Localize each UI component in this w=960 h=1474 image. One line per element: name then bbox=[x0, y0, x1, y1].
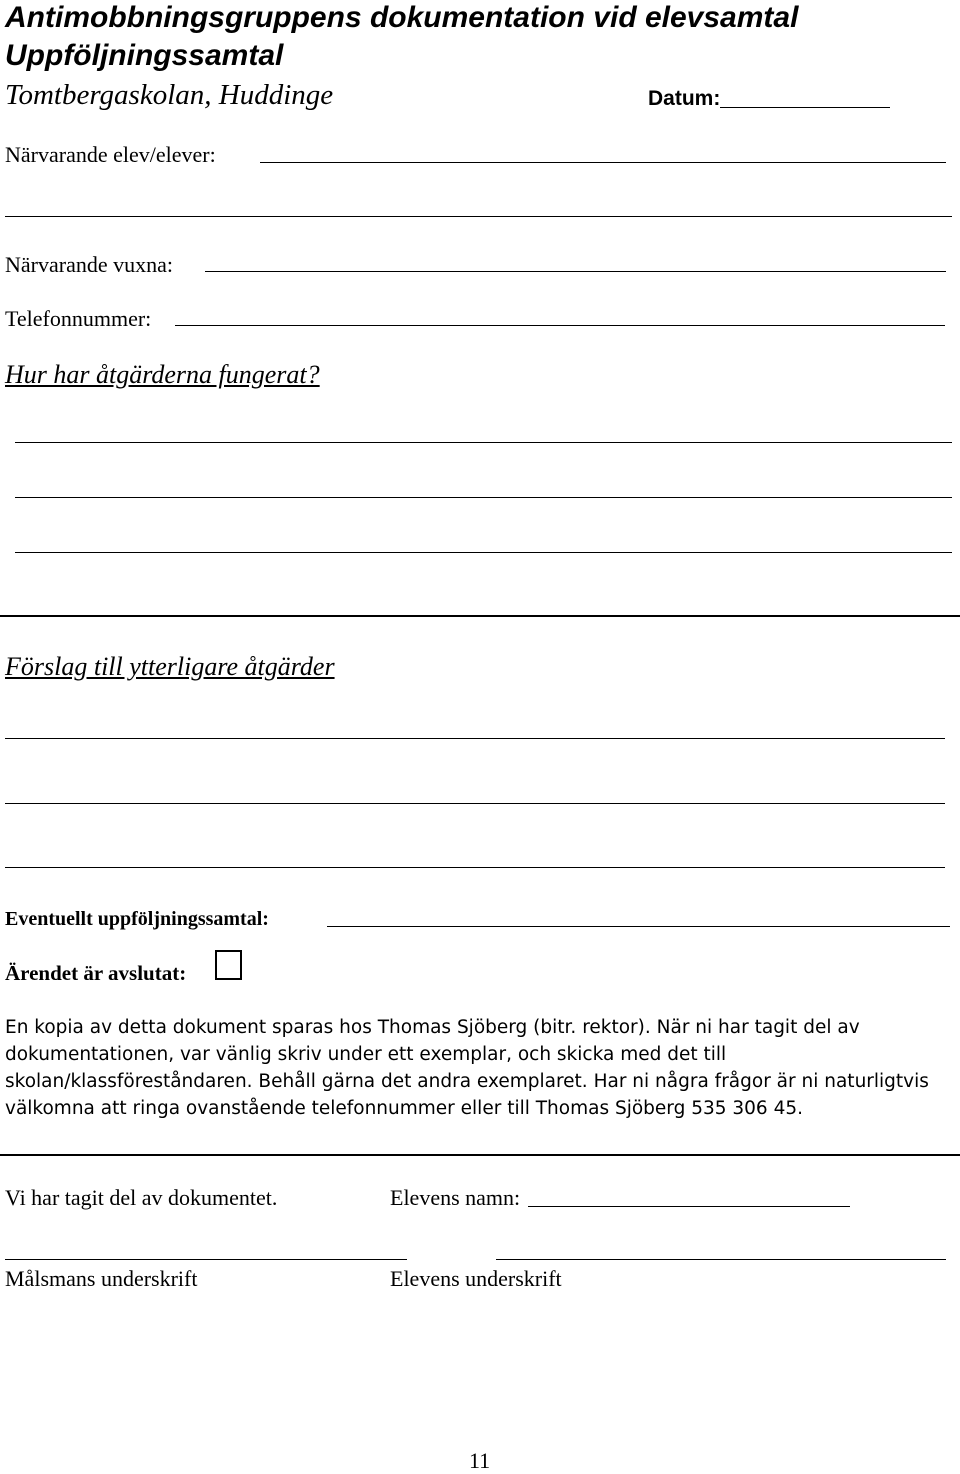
student-name-label: Elevens namn: bbox=[390, 1185, 521, 1210]
student-signature-label: Elevens underskrift bbox=[390, 1266, 562, 1291]
followup-label: Eventuellt uppföljningssamtal: bbox=[5, 908, 269, 930]
phone-label: Telefonnummer: bbox=[5, 306, 152, 331]
suggestions-line-1[interactable] bbox=[5, 738, 945, 739]
case-closed-label: Ärendet är avslutat: bbox=[5, 961, 187, 985]
signature-divider bbox=[0, 1154, 960, 1156]
school-name: Tomtbergaskolan, Huddinge bbox=[5, 79, 334, 111]
case-closed-checkbox[interactable] bbox=[215, 950, 242, 980]
date-label: Datum: bbox=[648, 87, 721, 110]
document-subtitle: Uppföljningssamtal bbox=[5, 39, 284, 72]
phone-field[interactable] bbox=[175, 325, 945, 326]
students-field[interactable] bbox=[260, 162, 946, 163]
info-paragraph: En kopia av detta dokument sparas hos Thomas Sjöberg (bitr. rektor). När ni har tagit del av dokumentationen, var vänlig skriv under ett exemplar, och skicka med det till skolan/klassföreståndaren. Behåll gärna det andra exemplaret. Har ni några frågor är ni naturligtvis välkomna att ringa ovanstående telefonnummer eller till Thomas Sjöberg 535 306 45. bbox=[5, 1017, 929, 1119]
how-worked-heading: Hur har åtgärderna fungerat? bbox=[5, 360, 320, 389]
students-field-continued[interactable] bbox=[5, 216, 952, 217]
guardian-signature-line[interactable] bbox=[5, 1259, 407, 1260]
adults-label: Närvarande vuxna: bbox=[5, 252, 173, 277]
how-worked-line-2[interactable] bbox=[15, 497, 952, 498]
students-label: Närvarande elev/elever: bbox=[5, 142, 216, 167]
section-divider bbox=[0, 615, 960, 617]
how-worked-line-3[interactable] bbox=[15, 552, 952, 553]
followup-field[interactable] bbox=[327, 926, 950, 927]
acknowledged-text: Vi har tagit del av dokumentet. bbox=[5, 1185, 278, 1210]
page-number: 11 bbox=[469, 1448, 491, 1473]
date-field[interactable] bbox=[720, 107, 890, 108]
suggestions-heading: Förslag till ytterligare åtgärder bbox=[5, 652, 335, 681]
guardian-signature-label: Målsmans underskrift bbox=[5, 1266, 198, 1291]
document-title: Antimobbningsgruppens dokumentation vid elevsamtal bbox=[5, 1, 799, 34]
student-name-field[interactable] bbox=[528, 1206, 850, 1207]
how-worked-line-1[interactable] bbox=[15, 442, 952, 443]
suggestions-line-2[interactable] bbox=[5, 803, 945, 804]
adults-field[interactable] bbox=[205, 271, 946, 272]
student-signature-line[interactable] bbox=[496, 1259, 946, 1260]
suggestions-line-3[interactable] bbox=[5, 867, 945, 868]
